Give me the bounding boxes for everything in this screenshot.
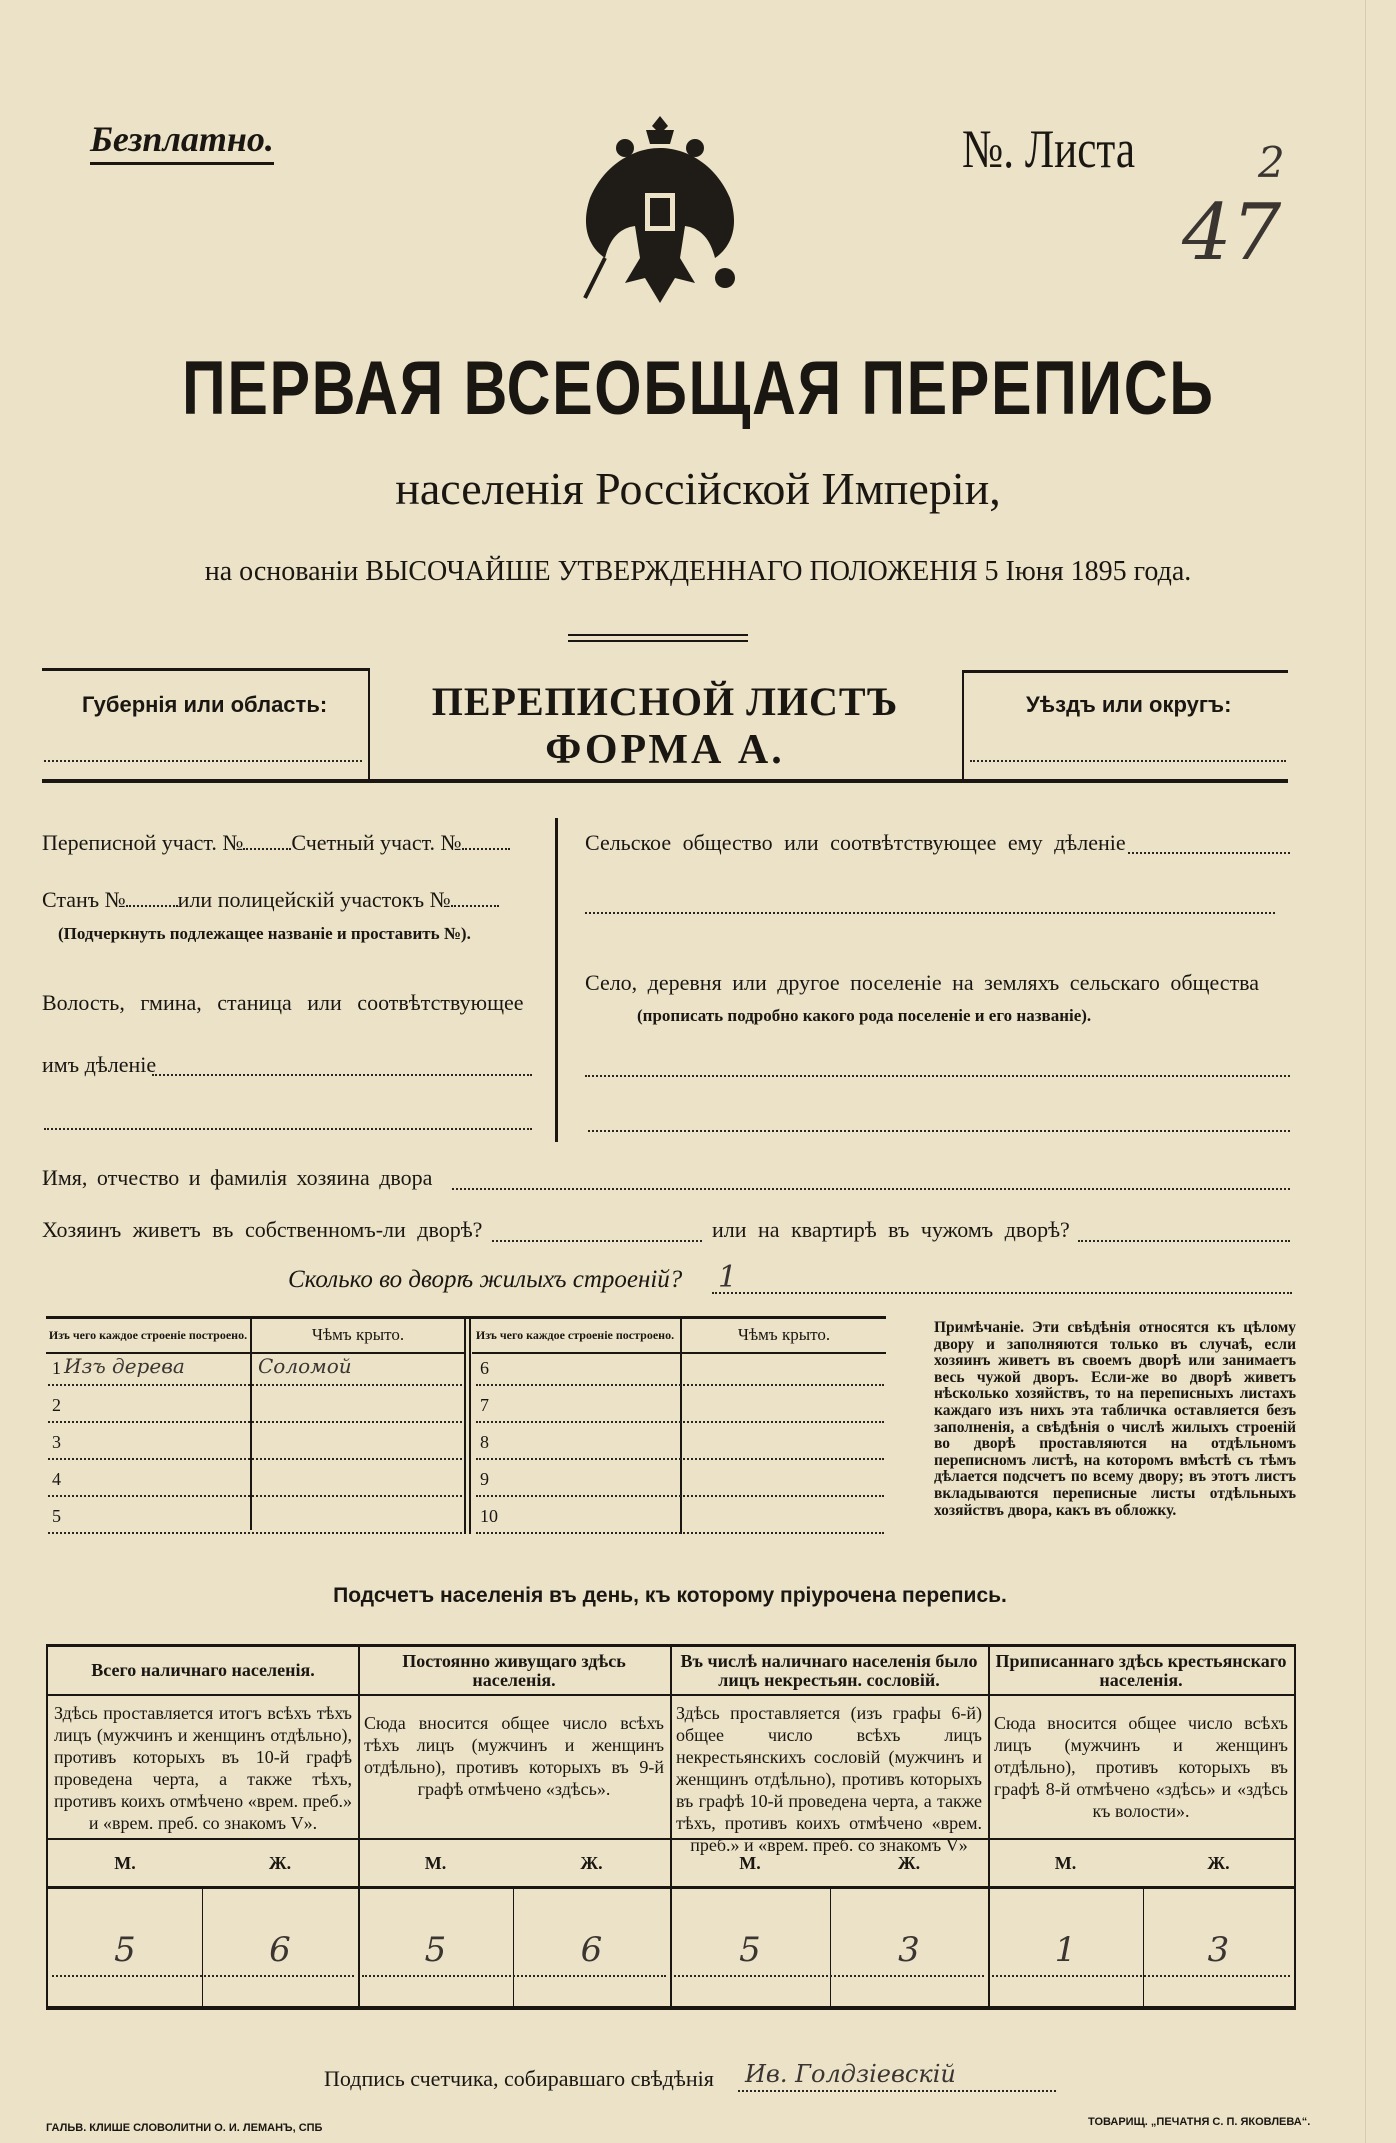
rural-society-field[interactable] xyxy=(1128,852,1290,854)
stan-label: Станъ № xyxy=(42,887,126,912)
volost-field-2[interactable] xyxy=(44,1128,532,1130)
col-header-material: Изъ чего каждое строеніе построено. xyxy=(475,1327,675,1342)
volost-field[interactable] xyxy=(152,1074,532,1076)
row-number: 6 xyxy=(480,1358,489,1378)
divider xyxy=(469,1318,471,1534)
building-roof: Соломой xyxy=(258,1354,352,1378)
count-field[interactable] xyxy=(362,1975,666,1977)
male-header: М. xyxy=(739,1852,761,1873)
male-header: М. xyxy=(424,1852,447,1873)
underline-hint: (Подчеркнуть подлежащее названіе и проставить №). xyxy=(58,924,471,943)
col-header-roof: Чѣмъ крыто. xyxy=(311,1325,405,1344)
archive-number-handwritten: 47 xyxy=(1182,188,1282,278)
owner-name-label: Имя, отчество и фамилія хозяина двора xyxy=(42,1165,433,1190)
table-row[interactable] xyxy=(48,1384,462,1386)
owner-own-yard-field[interactable] xyxy=(492,1240,702,1242)
male-count: 5 xyxy=(114,1930,136,1970)
stan-field[interactable] xyxy=(126,905,178,907)
col-header-material: Изъ чего каждое строеніе построено. xyxy=(48,1327,248,1342)
population-col-desc: Сюда вносится общее число всѣхъ лицъ (мужчинъ и женщинъ отдѣльно), противъ которыхъ въ графѣ 8-й отмѣчено «здѣсь» и «здѣсь къ волости». xyxy=(994,1713,1288,1821)
table-row[interactable] xyxy=(48,1458,462,1460)
owner-rented-label: или на квартирѣ въ чужомъ дворѣ? xyxy=(712,1217,1070,1242)
divider xyxy=(962,670,964,780)
village-field[interactable] xyxy=(585,1075,1290,1077)
population-heading: Подсчетъ населенія въ день, къ которому пріурочена перепись. xyxy=(333,1584,1007,1607)
census-section-field[interactable] xyxy=(243,848,291,850)
buildings-question: Сколько во дворѣ жилыхъ строеній? xyxy=(288,1266,683,1293)
female-header: Ж. xyxy=(1207,1852,1230,1873)
divider xyxy=(42,668,368,671)
male-header: М. xyxy=(114,1852,136,1873)
population-col-desc: Здѣсь проставляется итогъ всѣхъ тѣхъ лицъ (мужчинъ и женщинъ отдѣльно), противъ которыхъ въ 10-й графѣ проведена черта, а также тѣхъ, противъ коихъ отмѣчено «врем. преб.» и «врем. преб. со знакомъ V». xyxy=(54,1703,352,1833)
district-label: Уѣздъ или округъ: xyxy=(1026,692,1232,717)
buildings-answer: 1 xyxy=(718,1260,738,1295)
stan-line xyxy=(42,887,499,913)
legal-basis: на основаніи ВЫСОЧАЙШЕ УТВЕРЖДЕННАГО ПОЛОЖЕНІЯ 5 Іюня 1895 года. xyxy=(204,556,1192,587)
owner-own-yard-label: Хозяинъ живетъ въ собственномъ-ли дворѣ? xyxy=(42,1217,483,1242)
district-field[interactable] xyxy=(970,760,1286,762)
male-count: 5 xyxy=(739,1930,761,1970)
free-label xyxy=(90,118,274,165)
row-number: 9 xyxy=(480,1469,489,1489)
female-header: Ж. xyxy=(897,1852,921,1873)
divider xyxy=(472,1352,886,1354)
male-header: М. xyxy=(1054,1852,1077,1873)
building-material: Изъ дерева xyxy=(64,1354,185,1378)
count-field[interactable] xyxy=(674,1975,984,1977)
male-count: 1 xyxy=(1054,1930,1077,1970)
table-row[interactable] xyxy=(48,1421,462,1423)
rural-society-label: Сельское общество или соотвѣтствующее ему дѣленіе xyxy=(585,830,1126,855)
population-col-desc: Здѣсь проставляется (изъ графы 6-й) общее число всѣхъ лицъ некрестьянскихъ сословій (мужчинъ и женщинъ отдѣльно), противъ которыхъ въ графѣ 10-й проведена черта, а также тѣхъ, противъ коихъ отмѣчено «врем. преб.» и «врем. преб. со знакомъ V» xyxy=(676,1703,982,1855)
female-header: Ж. xyxy=(268,1852,292,1873)
population-col-title: Всего наличнаго населенія. xyxy=(91,1660,315,1680)
village-field-2[interactable] xyxy=(588,1130,1290,1132)
divider xyxy=(464,1318,466,1534)
female-count: 6 xyxy=(580,1930,603,1970)
row-number: 8 xyxy=(480,1432,489,1452)
table-row[interactable] xyxy=(476,1421,884,1423)
row-number: 5 xyxy=(52,1506,61,1526)
village-hint: (прописать подробно какого рода поселеніе и его названіе). xyxy=(637,1006,1092,1025)
table-row[interactable] xyxy=(476,1384,884,1386)
male-count: 5 xyxy=(424,1930,447,1970)
table-row[interactable] xyxy=(476,1532,884,1534)
police-section-field[interactable] xyxy=(451,905,499,907)
sheet-title: ПЕРЕПИСНОЙ ЛИСТЪ xyxy=(431,679,899,724)
table-row[interactable] xyxy=(48,1495,462,1497)
form-name: ФОРМА А. xyxy=(545,727,785,773)
owner-name-field[interactable] xyxy=(452,1188,1290,1190)
row-number: 4 xyxy=(52,1469,61,1489)
census-section-line xyxy=(42,830,510,856)
population-col-desc: Сюда вносится общее число всѣхъ тѣхъ лицъ (мужчинъ и женщинъ отдѣльно), противъ которыхъ въ 9-й графѣ отмѣчено «здѣсь». xyxy=(364,1713,664,1799)
female-count: 3 xyxy=(1207,1930,1230,1970)
table-row[interactable] xyxy=(48,1532,462,1534)
row-number: 10 xyxy=(480,1506,498,1526)
count-field[interactable] xyxy=(52,1975,354,1977)
sheet-number xyxy=(962,118,1178,180)
divider xyxy=(962,670,1288,673)
female-count: 6 xyxy=(269,1930,291,1970)
sheet-number-handwritten: 2 xyxy=(1258,138,1285,187)
imperial-eagle-emblem-icon xyxy=(565,108,755,308)
female-count: 3 xyxy=(898,1930,920,1970)
volost-label-cont: имъ дѣленіе xyxy=(42,1052,157,1077)
owner-rented-field[interactable] xyxy=(1078,1240,1290,1242)
divider xyxy=(1294,1644,1296,2008)
row-number: 7 xyxy=(480,1395,489,1415)
village-label: Село, деревня или другое поселеніе на земляхъ сельскаго общества xyxy=(585,970,1260,995)
signature-handwritten: Ив. Голдзіевскій xyxy=(745,2060,956,2088)
population-col-title: Приписаннаго здѣсь крестьянскаго населенія. xyxy=(995,1650,1287,1690)
table-row[interactable] xyxy=(476,1495,884,1497)
province-field[interactable] xyxy=(44,760,362,762)
main-title xyxy=(0,345,1396,432)
divider xyxy=(42,779,1288,783)
row-number: 2 xyxy=(52,1395,61,1415)
female-header: Ж. xyxy=(580,1852,603,1873)
buildings-answer-field[interactable] xyxy=(712,1292,1292,1294)
footer-printer: ТОВАРИЩ. „ПЕЧАТНЯ С. П. ЯКОВЛЕВА“. xyxy=(1088,2116,1311,2128)
row-number: 1 xyxy=(52,1358,61,1378)
count-section-field[interactable] xyxy=(462,848,510,850)
table-row[interactable] xyxy=(476,1458,884,1460)
police-section-label: или полицейскій участокъ № xyxy=(177,887,451,912)
footer-engraver: ГАЛЬВ. КЛИШЕ СЛОВОЛИТНИ О. И. ЛЕМАНЪ, СПБ xyxy=(46,2122,323,2134)
province-label: Губернія или область: xyxy=(82,692,328,717)
rural-society-field-2[interactable] xyxy=(585,912,1275,914)
free-label-underline xyxy=(90,162,274,165)
divider xyxy=(555,818,558,1142)
row-number: 3 xyxy=(52,1432,61,1452)
population-col-title: Постоянно живущаго здѣсь населенія. xyxy=(402,1650,626,1690)
population-col-title: Въ числѣ наличнаго населенія было лицъ некрестьян. сословій. xyxy=(680,1650,978,1690)
col-header-roof: Чѣмъ крыто. xyxy=(737,1325,831,1344)
subtitle: населенія Россійской Имперіи, xyxy=(395,463,1001,514)
signature-label: Подпись счетчика, собиравшаго свѣдѣнія xyxy=(324,2066,714,2091)
census-section-label: Переписной участ. № xyxy=(42,830,244,855)
free-label-text: Безплатно. xyxy=(90,119,274,159)
main-title-text: ПЕРВАЯ ВСЕОБЩАЯ ПЕРЕПИСЬ xyxy=(181,346,1215,431)
note-text: Примѣчаніе. Эти свѣдѣнія относятся къ цѣлому двору и заполняются только въ случаѣ, если хозяинъ живетъ въ своемъ дворѣ или занимаетъ весь чужой дворъ. Если-же во дворѣ живетъ нѣсколько хозяйствъ, то на переписныхъ листахъ каждаго изъ нихъ эта табличка оставляется безъ заполненія, а свѣдѣнія о числѣ жилыхъ строеній во дворѣ проставляются на отдѣльномъ переписномъ листѣ, на которомъ вмѣстѣ съ тѣмъ дѣлается подсчетъ по всему двору; въ этотъ листъ вкладываются переписные листы отдѣльныхъ хозяйствъ двора, какъ въ обложку. xyxy=(934,1319,1296,1519)
volost-label: Волость, гмина, станица или соотвѣтствующее xyxy=(42,990,524,1015)
ornament-divider xyxy=(568,634,748,642)
signature-field[interactable] xyxy=(738,2090,1056,2092)
sheet-number-label: №. Листа xyxy=(962,119,1135,179)
count-field[interactable] xyxy=(992,1975,1290,1977)
page-fold-edge xyxy=(1365,0,1366,2143)
count-section-label: Счетный участ. № xyxy=(291,830,462,855)
